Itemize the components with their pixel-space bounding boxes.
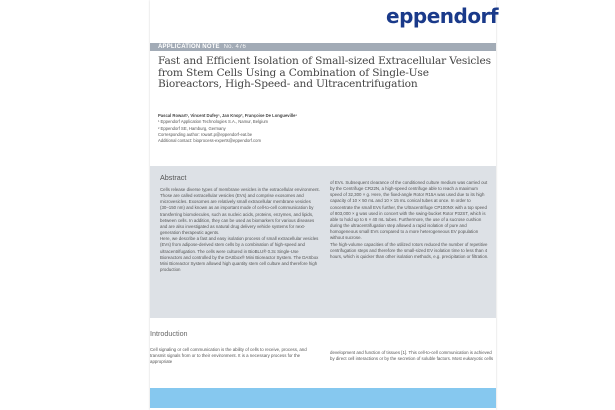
abstract-paragraph: Here, we describe a fast and easy isolation process of small extracellular vesicles (EVs) from adipose-derived stem cells by a combination of high-speed and ultracentrifugation. The cells were cultured in BioBLU® 0.3c Single-Use Bioreactors and controlled by the DASbox® Mini Bioreactor System. The DASbox Mini Bioreactor System allowed high quantity stem cell culture and therefore high production: [160, 236, 319, 273]
eppendorf-logo: eppendorf: [386, 4, 499, 28]
introduction-column-2: development and function of tissues [1]. This cell-to-cell communication is achieved by direct cell interactions or by the secretion of soluble factors. Most eukaryotic cells: [330, 350, 494, 362]
application-note-number: No. 476: [223, 44, 247, 50]
abstract-heading: Abstract: [160, 173, 187, 182]
document-title: Fast and Efficient Isolation of Small-sized Extracellular Vesicles from Stem Cells Using a Combination of Single-Use Bioreactors, High-Speed- and Ultracentrifugation: [158, 55, 491, 91]
introduction-heading: Introduction: [150, 329, 188, 338]
abstract-box: [150, 166, 496, 318]
corresponding-author: Corresponding author: rowart.p@eppendorf-eat.be: [158, 131, 253, 137]
document-page: [150, 0, 499, 410]
abstract-paragraph: Cells release diverse types of membrane vesicles in the extracellular environment. Those are called extracellular vesicles (EVs) and comprise exosomes and microvesicles. Exosomes are relatively small extracellular membrane vesicles (30–150 nm) and known as an important mode of cell-to-cell communication by transferring biomolecules, such as nucleic acids, proteins, enzymes, and lipids, between cells. In addition, they can be used as biomarkers for various diseases and are also investigated as natural drug delivery vehicle systems for next-generation therapeutic agents.: [160, 187, 320, 236]
application-note-label: APPLICATION NOTE: [158, 44, 220, 50]
introduction-column-1: Cell signaling or cell communication is the ability of cells to receive, process, and transmit signals from or to their environment. It is a necessary process for the appropriate: [150, 347, 307, 365]
author-block: [158, 113, 488, 144]
application-note-bar: [150, 43, 496, 51]
author-names: Pascal Rowart¹, Vincent Dufey¹, Jan Knop², Françoise De Longueville¹: [158, 113, 297, 118]
abstract-paragraph: The high-volume capacities of the utilized rotors reduced the number of repetitive centrifugation steps and therefore the small-sized EV isolation time to less than 4 hours, which is quicker than other isolation methods, e.g. precipitation or filtration.: [330, 241, 489, 259]
affiliation-1: ¹ Eppendorf Application Technologies S.A., Namur, Belgium: [158, 119, 269, 125]
additional-contact: Additional contact: bioprocess-experts@eppendorf.com: [158, 138, 261, 144]
footer-band: [150, 388, 496, 408]
abstract-column-2: [330, 180, 490, 260]
affiliation-2: ² Eppendorf SE, Hamburg, Germany: [158, 125, 226, 131]
abstract-column-1: [160, 187, 320, 273]
abstract-paragraph: of EVs. Subsequent clearance of the conditioned culture medium was carried out by the Centrifuge CR22N, a high-speed centrifuge able to reach a maximum speed of 32,300 × g. Here, the fixed-angle Rotor R15A was used due to its high capacity of 10 × 50 mL and 10 × 15 mL conical tubes at once. In order to concentrate the small EVs further, the Ultracentrifuge CP100NX with a top speed of 803,000 × g was used in concert with the swing-bucket Rotor P32ST, which is able to hold up to 6 × 40 mL tubes. Furthermore, the use of a sucrose cushion during the ultracentrifugation step allowed a rapid isolation of pure and homogeneous small EVs compared to a more heterogeneous EV population without sucrose.: [330, 180, 488, 241]
